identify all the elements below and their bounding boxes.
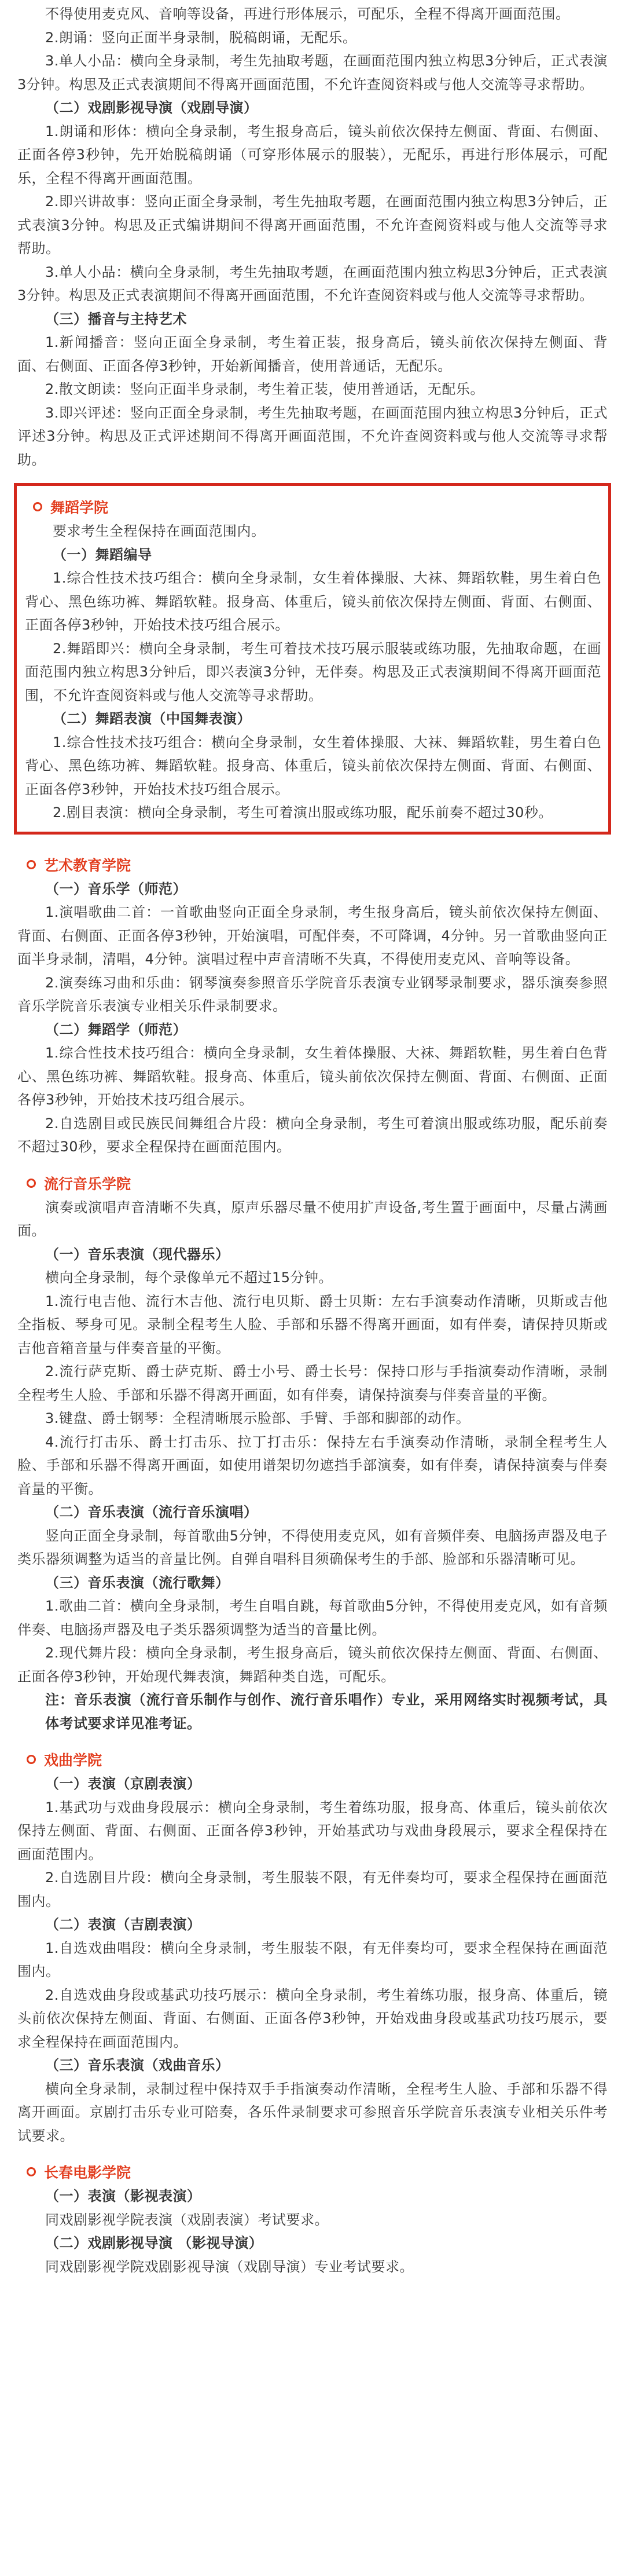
- section-header: [24, 494, 601, 519]
- section-header: [17, 1170, 608, 1196]
- section: [17, 1170, 608, 1736]
- section: [17, 1747, 608, 2147]
- subheading: （三）音乐表演（戏曲音乐）: [45, 2057, 230, 2073]
- paragraph: 1.新闻播音：竖向正面全身录制，考生着正装，报身高后，镜头前依次保持左侧面、背面、右侧面、正面各停3秒钟，开始新闻播音，使用普通话，无配乐。: [17, 334, 608, 374]
- paragraph: 2.散文朗读：竖向正面半身录制，考生着正装，使用普通话，无配乐。: [45, 381, 484, 397]
- circle-bullet-icon: [27, 1179, 36, 1188]
- paragraph: 2.舞蹈即兴：横向全身录制，考生可着技术技巧展示服装或练功服，先抽取命题，在画面范围内独立构思3分钟后，即兴表演3分钟，无伴奏。构思及正式表演期间不得离开画面范围，不允许查阅资料或与他人交流等寻求帮助。: [25, 640, 601, 704]
- subheading: （三）播音与主持艺术: [45, 310, 187, 327]
- subheading: （一）舞蹈编导: [53, 546, 152, 563]
- paragraph: 1.流行电吉他、流行木吉他、流行电贝斯、爵士贝斯：左右手演奏动作清晰，贝斯或吉他全指板、琴身可见。录制全程考生人脸、手部和乐器不得离开画面，如有伴奏，请保持贝斯或吉他音箱音量与伴奏音量的平衡。: [17, 1293, 608, 1356]
- paragraph: 3.单人小品：横向全身录制，考生先抽取考题，在画面范围内独立构思3分钟后，正式表演3分钟。构思及正式表演期间不得离开画面范围，不允许查阅资料或与他人交流等寻求帮助。: [17, 53, 608, 93]
- subheading: （二）表演（吉剧表演）: [45, 1916, 201, 1933]
- section-title: 长春电影学院: [44, 2164, 131, 2181]
- paragraph: 同戏剧影视学院表演（戏剧表演）考试要求。: [45, 2211, 329, 2228]
- subheading: （一）音乐学（师范）: [45, 880, 187, 897]
- intro-section: [17, 2, 608, 471]
- section-title: 流行音乐学院: [44, 1175, 131, 1192]
- paragraph: 1.自选戏曲唱段：横向全身录制，考生服装不限，有无伴奏均可，要求全程保持在画面范围内。: [17, 1940, 608, 1979]
- subheading: （一）表演（京剧表演）: [45, 1776, 201, 1792]
- paragraph: 竖向正面全身录制，每首歌曲5分钟，不得使用麦克风，如有音频伴奏、电脑扬声器及电子类乐器须调整为适当的音量比例。自弹自唱科目须确保考生的手部、脸部和乐器清晰可见。: [17, 1527, 608, 1567]
- paragraph: 横向全身录制，录制过程中保持双手手指演奏动作清晰，全程考生人脸、手部和乐器不得离开画面。京剧打击乐专业可陪奏，各乐件录制要求可参照音乐学院音乐表演专业相关乐件考试要求。: [17, 2080, 608, 2144]
- paragraph: 1.综合性技术技巧组合：横向全身录制，女生着体操服、大袜、舞蹈软鞋，男生着白色背心、黑色练功裤、舞蹈软鞋。报身高、体重后，镜头前依次保持左侧面、背面、右侧面、正面各停3秒钟，开始技术技巧组合展示。: [25, 570, 601, 633]
- section-header: [17, 852, 608, 877]
- paragraph: 2.剧目表演：横向全身录制，考生可着演出服或练功服，配乐前奏不超过30秒。: [53, 804, 553, 821]
- subheading: （一）音乐表演（现代器乐）: [45, 1246, 230, 1263]
- paragraph: 1.综合性技术技巧组合：横向全身录制，女生着体操服、大袜、舞蹈软鞋，男生着白色背心、黑色练功裤、舞蹈软鞋。报身高、体重后，镜头前依次保持左侧面、背面、右侧面、正面各停3秒钟，开始技术技巧组合展示。: [25, 734, 601, 797]
- subheading: （二）舞蹈表演（中国舞表演）: [53, 711, 251, 727]
- paragraph: 1.基武功与戏曲身段展示：横向全身录制，考生着练功服，报身高、体重后，镜头前依次保持左侧面、背面、右侧面、正面各停3秒钟，开始基武功与戏曲身段展示，要求全程保持在画面范围内。: [17, 1799, 608, 1863]
- paragraph: 2.即兴讲故事：竖向正面全身录制，考生先抽取考题，在画面范围内独立构思3分钟后，正式表演3分钟。构思及正式编讲期间不得离开画面范围，不允许查阅资料或与他人交流等寻求帮助。: [17, 193, 608, 257]
- section: [17, 852, 608, 1159]
- paragraph: 横向全身录制，每个录像单元不超过15分钟。: [45, 1269, 333, 1286]
- paragraph: 2.自选戏曲身段或基武功技巧展示：横向全身录制，考生着练功服，报身高、体重后，镜头前依次保持左侧面、背面、右侧面、正面各停3秒钟，开始戏曲身段或基武功技巧展示，要求全程保持在画面范围内。: [17, 1986, 608, 2050]
- paragraph: 3.键盘、爵士钢琴：全程清晰展示脸部、手臂、手部和脚部的动作。: [45, 1410, 470, 1426]
- college-sections: [17, 483, 608, 2278]
- paragraph: 2.朗诵：竖向正面半身录制，脱稿朗诵，无配乐。: [45, 29, 357, 46]
- paragraph: 3.单人小品：横向全身录制，考生先抽取考题，在画面范围内独立构思3分钟后，正式表演3分钟。构思及正式表演期间不得离开画面范围，不允许查阅资料或与他人交流等寻求帮助。: [17, 264, 608, 303]
- subheading: （一）表演（影视表演）: [45, 2188, 201, 2204]
- subheading: 注：音乐表演（流行音乐制作与创作、流行音乐唱作）专业，采用网络实时视频考试，具体考试要求详见准考证。: [45, 1692, 608, 1732]
- paragraph: 1.综合性技术技巧组合：横向全身录制，女生着体操服、大袜、舞蹈软鞋，男生着白色背心、黑色练功裤、舞蹈软鞋。报身高、体重后，镜头前依次保持左侧面、背面、右侧面、正面各停3秒钟，开始技术技巧组合展示。: [17, 1045, 608, 1108]
- paragraph: 不得使用麦克风、音响等设备，再进行形体展示，可配乐，全程不得离开画面范围。: [45, 6, 570, 22]
- paragraph: 2.现代舞片段：横向全身录制，考生报身高后，镜头前依次保持左侧面、背面、右侧面、正面各停3秒钟，开始现代舞表演，舞蹈种类自选，可配乐。: [17, 1645, 608, 1685]
- paragraph: 2.自选剧目片段：横向全身录制，考生服装不限，有无伴奏均可，要求全程保持在画面范围内。: [17, 1869, 608, 1909]
- paragraph: 要求考生全程保持在画面范围内。: [53, 523, 266, 539]
- paragraph: 1.朗诵和形体：横向全身录制，考生报身高后，镜头前依次保持左侧面、背面、右侧面、正面各停3秒钟，先开始脱稿朗诵（可穿形体展示的服装），无配乐，再进行形体展示，可配乐，全程不得离开画面范围。: [17, 123, 608, 186]
- section: [17, 2159, 608, 2278]
- subheading: （二）音乐表演（流行音乐演唱）: [45, 1504, 258, 1520]
- circle-bullet-icon: [27, 2167, 36, 2176]
- section-title: 艺术教育学院: [44, 857, 131, 874]
- subheading: （二）舞蹈学（师范）: [45, 1021, 187, 1038]
- section-title: 戏曲学院: [44, 1752, 102, 1769]
- paragraph: 1.歌曲二首：横向全身录制，考生自唱自跳，每首歌曲5分钟，不得使用麦克风，如有音频伴奏、电脑扬声器及电子类乐器须调整为适当的音量比例。: [17, 1598, 608, 1638]
- paragraph: 演奏或演唱声音清晰不失真，原声乐器尽量不使用扩声设备,考生置于画面中，尽量占满画面。: [17, 1199, 608, 1239]
- highlighted-section: [14, 483, 611, 835]
- section-header: [17, 1747, 608, 1772]
- subheading: （二）戏剧影视导演 （影视导演）: [45, 2235, 263, 2251]
- paragraph: 同戏剧影视学院戏剧影视导演（戏剧导演）专业考试要求。: [45, 2258, 414, 2275]
- subheading: （二）戏剧影视导演（戏剧导演）: [45, 100, 258, 116]
- subheading: （三）音乐表演（流行歌舞）: [45, 1574, 230, 1591]
- circle-bullet-icon: [27, 860, 36, 869]
- paragraph: 4.流行打击乐、爵士打击乐、拉丁打击乐：保持左右手演奏动作清晰，录制全程考生人脸、手部和乐器不得离开画面，如使用谱架切勿遮挡手部演奏，如有伴奏，请保持演奏与伴奏音量的平衡。: [17, 1433, 608, 1497]
- section-title: 舞蹈学院: [50, 499, 109, 516]
- paragraph: 2.流行萨克斯、爵士萨克斯、爵士小号、爵士长号：保持口形与手指演奏动作清晰，录制全程考生人脸、手部和乐器不得离开画面，如有伴奏，请保持演奏与伴奏音量的平衡。: [17, 1363, 608, 1403]
- paragraph: 2.自选剧目或民族民间舞组合片段：横向全身录制，考生可着演出服或练功服，配乐前奏不超过30秒，要求全程保持在画面范围内。: [17, 1115, 608, 1155]
- paragraph: 2.演奏练习曲和乐曲：钢琴演奏参照音乐学院音乐表演专业钢琴录制要求，器乐演奏参照音乐学院音乐表演专业相关乐件录制要求。: [17, 974, 608, 1014]
- circle-bullet-icon: [33, 502, 42, 511]
- section-header: [17, 2159, 608, 2185]
- paragraph: 1.演唱歌曲二首：一首歌曲竖向正面全身录制，考生报身高后，镜头前依次保持左侧面、背面、右侧面、正面各停3秒钟，开始演唱，可配伴奏，不可降调，4分钟。另一首歌曲竖向正面半身录制，清唱，4分钟。演唱过程中声音清晰不失真，不得使用麦克风、音响等设备。: [17, 904, 608, 967]
- paragraph: 3.即兴评述：竖向正面全身录制，考生先抽取考题，在画面范围内独立构思3分钟后，正式评述3分钟。构思及正式评述期间不得离开画面范围，不允许查阅资料或与他人交流等寻求帮助。: [17, 404, 608, 468]
- circle-bullet-icon: [27, 1755, 36, 1764]
